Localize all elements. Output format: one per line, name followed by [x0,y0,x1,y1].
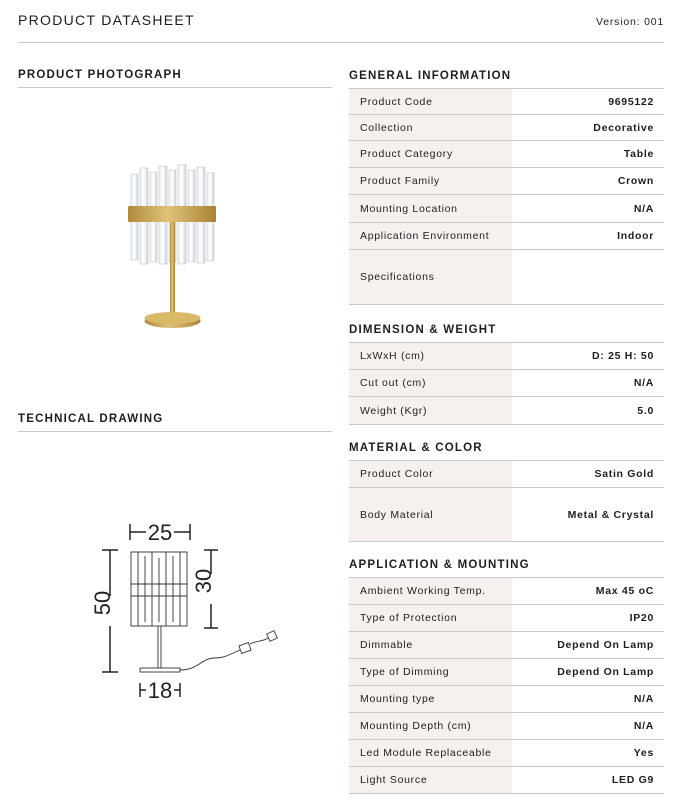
row-label: Ambient Working Temp. [349,578,512,604]
row-value: LED G9 [611,774,654,786]
row-label: Mounting Depth (cm) [349,713,512,739]
lamp-photo-image [18,110,332,350]
table-row [349,488,664,542]
row-label: Product Category [349,141,512,167]
row-value: N/A [633,693,654,705]
row-label: Product Family [349,168,512,194]
drawing-section [18,413,332,432]
row-value [512,250,664,304]
row-label: Type of Protection [349,605,512,631]
row-value: Crown [617,175,654,187]
row-value: Max 45 oC [595,585,654,597]
row-label: LxWxH (cm) [349,343,512,369]
row-label: Light Source [349,767,512,793]
table-row [349,659,664,686]
dimension-weight-title: DIMENSION & WEIGHT [349,324,664,343]
dim-top-width: 25 [147,520,173,545]
row-value: Depend On Lamp [557,639,654,651]
table-row [349,605,664,632]
table-row [349,461,664,488]
table-row [349,578,664,605]
row-value: 9695122 [608,95,654,108]
application-mounting-section [349,559,664,794]
row-value: Satin Gold [594,468,654,480]
row-label: Body Material [349,488,512,541]
dim-height: 50 [90,590,115,616]
row-label: Product Code [349,89,512,114]
application-mounting-table [349,578,664,794]
dimension-diagram [18,432,332,732]
table-row [349,89,664,115]
table-row [349,370,664,397]
technical-drawing [18,432,332,732]
table-row [349,223,664,250]
row-value: N/A [633,202,654,215]
table-row [349,115,664,141]
row-value: Depend On Lamp [557,666,654,678]
row-value: Indoor [617,230,654,242]
product-photo [18,110,332,350]
table-row [349,632,664,659]
material-color-title: MATERIAL & COLOR [349,442,664,461]
material-color-table [349,461,664,542]
photo-section [18,69,332,88]
table-row [349,250,664,305]
table-row [349,740,664,767]
row-value: N/A [633,720,654,732]
row-label: Dimmable [349,632,512,658]
row-value: Table [623,148,654,160]
row-label: Weight (Kgr) [349,397,512,424]
table-row [349,141,664,168]
row-value: Metal & Crystal [567,508,654,521]
row-label: Mounting Location [349,195,512,222]
general-information-table [349,89,664,305]
dim-shade-height: 30 [191,568,216,594]
dimension-weight-table [349,343,664,425]
row-label: Application Environment [349,223,512,249]
row-label: Specifications [349,250,512,304]
row-label: Collection [349,115,512,140]
row-value: IP20 [629,612,654,624]
general-information-title: GENERAL INFORMATION [349,70,664,89]
dimension-weight-section [349,324,664,425]
drawing-section-title: TECHNICAL DRAWING [18,413,332,432]
row-label: Mounting type [349,686,512,712]
row-value: N/A [633,377,654,389]
general-information-section [349,70,664,305]
material-color-section [349,442,664,542]
row-label: Cut out (cm) [349,370,512,396]
row-label: Type of Dimming [349,659,512,685]
table-row [349,168,664,195]
datasheet-header [18,0,664,43]
row-value: Decorative [593,121,654,134]
table-row [349,713,664,740]
row-value: 5.0 [637,404,654,417]
version-label: Version: 001 [596,16,664,28]
row-value: Yes [633,747,654,759]
application-mounting-title: APPLICATION & MOUNTING [349,559,664,578]
row-label: Led Module Replaceable [349,740,512,766]
row-label: Product Color [349,461,512,487]
table-row [349,767,664,794]
row-value: D: 25 H: 50 [592,350,654,362]
table-row [349,397,664,425]
page-title: PRODUCT DATASHEET [18,12,195,28]
table-row [349,686,664,713]
table-row [349,343,664,370]
dim-base-width: 18 [147,678,173,703]
photo-section-title: PRODUCT PHOTOGRAPH [18,69,332,88]
table-row [349,195,664,223]
